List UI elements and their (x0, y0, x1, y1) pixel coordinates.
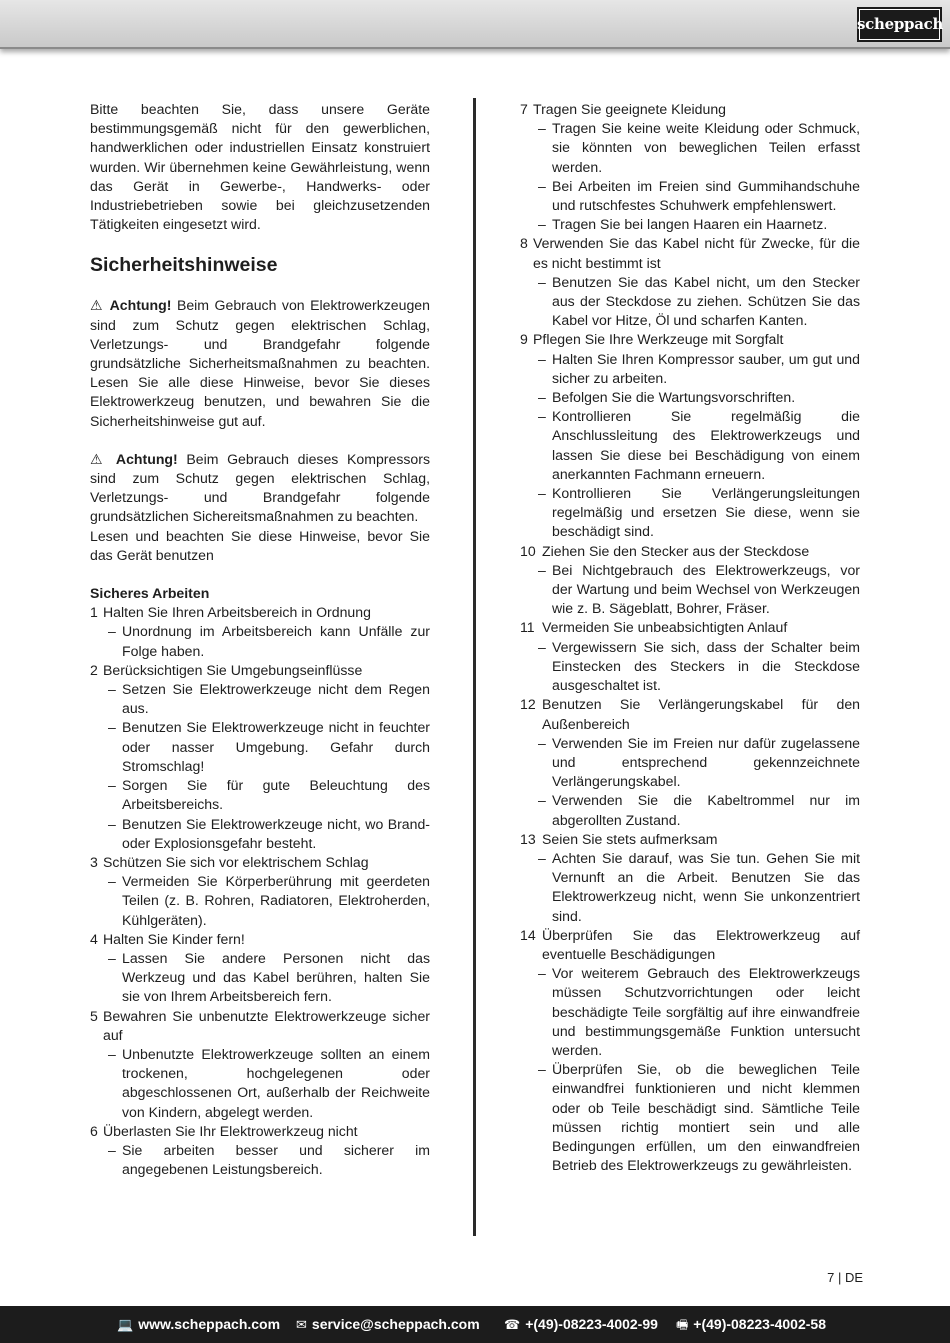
list-item (520, 695, 860, 733)
item-number: 3 (90, 853, 98, 870)
footer-website-text: www.scheppach.com (138, 1316, 281, 1332)
item-number: 8 (520, 235, 528, 252)
list-item (90, 1007, 430, 1045)
list-item (520, 330, 860, 349)
phone-icon: ☎ (504, 1317, 521, 1332)
list-item (90, 853, 430, 872)
footer-bar (0, 1306, 950, 1343)
bullet-item: – Bei Arbeiten im Freien sind Gummihandschuhe und rutschfestes Schuhwerk empfehlenswert. (520, 177, 860, 215)
list-item (90, 930, 430, 949)
item-title: Seien Sie stets aufmerksam (542, 830, 718, 847)
list-item (90, 603, 430, 622)
list-item (520, 618, 860, 637)
right-list (520, 100, 860, 1175)
bullet-item: – Benutzen Sie Elektrowerkzeuge nicht in feuchter oder nasser Umgebung. Gefahr durch Stromschlag! (90, 718, 430, 776)
bullet-item: – Benutzen Sie das Kabel nicht, um den Stecker aus der Steckdose zu ziehen. Schützen Sie das Kabel vor Hitze, Öl und scharfen Kanten. (520, 273, 860, 331)
item-title: Schützen Sie sich vor elektrischem Schlag (103, 853, 369, 870)
bullet-item: – Setzen Sie Elektrowerkzeuge nicht dem Regen aus. (90, 680, 430, 718)
scheppach-logo: scheppach (857, 7, 942, 42)
item-title: Ziehen Sie den Stecker aus der Steckdose (542, 542, 810, 559)
mail-icon: ✉ (296, 1317, 307, 1332)
section-heading: Sicherheitshinweise (90, 254, 278, 277)
warning-label-2: Achtung! (115, 450, 178, 467)
warning-text-2: Beim Gebrauch dieses Kompressors sind zum Schutz gegen elektrischen Schlag, Verletzungs- und Brandgefahr folgende grundsätzlichen Sichereitsmaßnahmen zu beachten. (90, 450, 430, 525)
header-bar (0, 0, 950, 49)
item-number: 4 (90, 930, 98, 947)
bullet-item: – Tragen Sie keine weite Kleidung oder Schmuck, sie könnten von beweglichen Teilen erfasst werden. (520, 119, 860, 177)
item-number: 5 (90, 1007, 98, 1024)
bullet-item: – Sorgen Sie für gute Beleuchtung des Arbeitsbereichs. (90, 776, 430, 814)
warning-triangle-icon: ⚠ (90, 297, 105, 314)
item-number: 6 (90, 1122, 98, 1139)
item-title: Benutzen Sie Verlängerungskabel für den Außenbereich (542, 696, 860, 732)
item-title: Überprüfen Sie das Elektrowerkzeug auf eventuelle Beschädigungen (542, 926, 860, 962)
item-title: Vermeiden Sie unbeabsichtigten Anlauf (542, 619, 788, 636)
list-item (520, 100, 860, 119)
bullet-item: – Unbenutzte Elektrowerkzeuge sollten an einem trockenen, hochgelegenen oder abgeschlossenen Ort, außerhalb der Reichweite von Kindern, abgelegt werden. (90, 1045, 430, 1122)
bullet-item: – Sie arbeiten besser und sicherer im angegebenen Leistungsbereich. (90, 1141, 430, 1179)
bullet-item: – Vergewissern Sie sich, dass der Schalter beim Einstecken des Steckers in die Steckdose ausgeschaltet ist. (520, 638, 860, 696)
warning-text-1: Beim Gebrauch von Elektrowerkzeugen sind zum Schutz gegen elektrischen Schlag, Verletzungs- und Brandgefahr folgende grundsätzliche Sicherheitsmaßnahmen zu beachten. Lesen Sie alle diese Hinweise, bevor Sie dieses Elektrowerkzeug benutzen, und bewahren Sie die Sicherheitshinweise gut auf. (90, 297, 430, 429)
bullet-item: – Verwenden Sie die Kabeltrommel nur im abgerollten Zustand. (520, 791, 860, 829)
warning-label-1: Achtung! (109, 297, 172, 314)
warning-text-2b: Lesen und beachten Sie diese Hinweise, bevor Sie das Gerät benutzen (90, 527, 430, 563)
item-title: Berücksichtigen Sie Umgebungseinflüsse (103, 661, 363, 678)
footer-email[interactable] (296, 1316, 480, 1333)
bullet-item: – Benutzen Sie Elektrowerkzeuge nicht, wo Brand- oder Explosionsgefahr besteht. (90, 815, 430, 853)
bullet-item: – Unordnung im Arbeitsbereich kann Unfälle zur Folge haben. (90, 622, 430, 660)
item-number: 2 (90, 661, 98, 678)
item-number: 11 (520, 619, 535, 636)
item-title: Tragen Sie geeignete Kleidung (533, 101, 727, 117)
footer-website[interactable] (117, 1316, 280, 1333)
subheading: Sicheres Arbeiten (90, 585, 210, 602)
intro-paragraph: Bitte beachten Sie, dass unsere Geräte bestimmungsgemäß nicht für den gewerblichen, handwerklichen oder industriellen Einsatz konstruiert wurden. Wir übernehmen keine Gewährleistung, wenn das Gerät in Gewerbe-, Handwerks- oder Industriebetrieben sowie bei gleichzusetzenden Tätigkeiten eingesetzt wird. (90, 101, 430, 233)
bullet-item: – Befolgen Sie die Wartungsvorschriften. (520, 388, 860, 407)
bullet-item: – Kontrollieren Sie Verlängerungsleitungen regelmäßig und ersetzen Sie diese, wenn sie beschädigt sind. (520, 484, 860, 542)
bullet-item: – Überprüfen Sie, ob die beweglichen Teile einwandfrei funktionieren und nicht klemmen oder ob Teile beschädigt sind. Sämtliche Teile müssen richtig montiert sein und alle Bedingungen erfüllen, um den einwandfreien Betrieb des Elektrowerkzeugs zu gewährleisten. (520, 1060, 860, 1175)
list-item (520, 542, 860, 561)
fax-icon: 🖷 (676, 1317, 689, 1332)
footer-phone-text: +(49)-08223-4002-99 (525, 1316, 658, 1332)
bullet-item: – Lassen Sie andere Personen nicht das Werkzeug und das Kabel berühren, halten Sie sie von Ihrem Arbeitsbereich fern. (90, 949, 430, 1007)
bullet-item: – Halten Sie Ihren Kompressor sauber, um gut und sicher zu arbeiten. (520, 350, 860, 388)
right-column (520, 100, 860, 1175)
bullet-item: – Tragen Sie bei langen Haaren ein Haarnetz. (520, 215, 860, 234)
item-number: 14 (520, 926, 536, 943)
bullet-item: – Bei Nichtgebrauch des Elektrowerkzeugs, vor der Wartung und beim Wechsel von Werkzeugen wie z. B. Sägeblatt, Bohrer, Fräser. (520, 561, 860, 619)
item-title: Bewahren Sie unbenutzte Elektrowerkzeuge sicher auf (103, 1007, 430, 1043)
warning-paragraph-2 (90, 450, 430, 527)
footer-email-text: service@scheppach.com (311, 1316, 480, 1332)
bullet-item: – Kontrollieren Sie regelmäßig die Anschlussleitung des Elektrowerkzeugs und lassen Sie diese bei Beschädigung von einem anerkannten Fachmann erneuern. (520, 407, 860, 484)
list-item (90, 1122, 430, 1141)
item-title: Verwenden Sie das Kabel nicht für Zwecke, für die es nicht bestimmt ist (533, 235, 860, 271)
item-title: Überlasten Sie Ihr Elektrowerkzeug nicht (103, 1122, 358, 1139)
item-number: 12 (520, 696, 536, 713)
list-item (520, 234, 860, 272)
item-number: 7 (520, 101, 528, 117)
item-number: 9 (520, 331, 528, 348)
warning-paragraph-1 (90, 296, 430, 430)
computer-icon: 💻 (117, 1317, 134, 1332)
footer-phone (504, 1316, 658, 1333)
item-number: 1 (90, 604, 98, 621)
item-title: Halten Sie Kinder fern! (103, 930, 245, 947)
footer-fax-text: +(49)-08223-4002-58 (693, 1316, 826, 1332)
item-title: Pflegen Sie Ihre Werkzeuge mit Sorgfalt (533, 331, 784, 348)
bullet-item: – Verwenden Sie im Freien nur dafür zugelassene und entsprechend gekennzeichnete Verlängerungskabel. (520, 734, 860, 792)
list-item (520, 926, 860, 964)
bullet-item: – Achten Sie darauf, was Sie tun. Gehen Sie mit Vernunft an die Arbeit. Benutzen Sie das Elektrowerkzeug nicht, wenn Sie unkonzentriert sind. (520, 849, 860, 926)
item-title: Halten Sie Ihren Arbeitsbereich in Ordnung (103, 604, 371, 621)
bullet-item: – Vor weiterem Gebrauch des Elektrowerkzeugs müssen Schutzvorrichtungen oder leicht beschädigte Teile sorgfältig auf ihre einwandfreie und bestimmungsgemäße Funktion untersucht werden. (520, 964, 860, 1060)
warning-triangle-icon: ⚠ (90, 450, 108, 467)
bullet-item: – Vermeiden Sie Körperberührung mit geerdeten Teilen (z. B. Rohren, Radiatoren, Elektroherden, Kühlgeräten). (90, 872, 430, 930)
page-number: 7 | DE (827, 1270, 863, 1285)
item-number: 13 (520, 830, 536, 847)
item-number: 10 (520, 542, 536, 559)
list-item (520, 830, 860, 849)
left-column (90, 100, 430, 1179)
footer-fax (676, 1316, 826, 1338)
column-divider (473, 98, 476, 1236)
left-list (90, 603, 430, 1179)
list-item (90, 661, 430, 680)
